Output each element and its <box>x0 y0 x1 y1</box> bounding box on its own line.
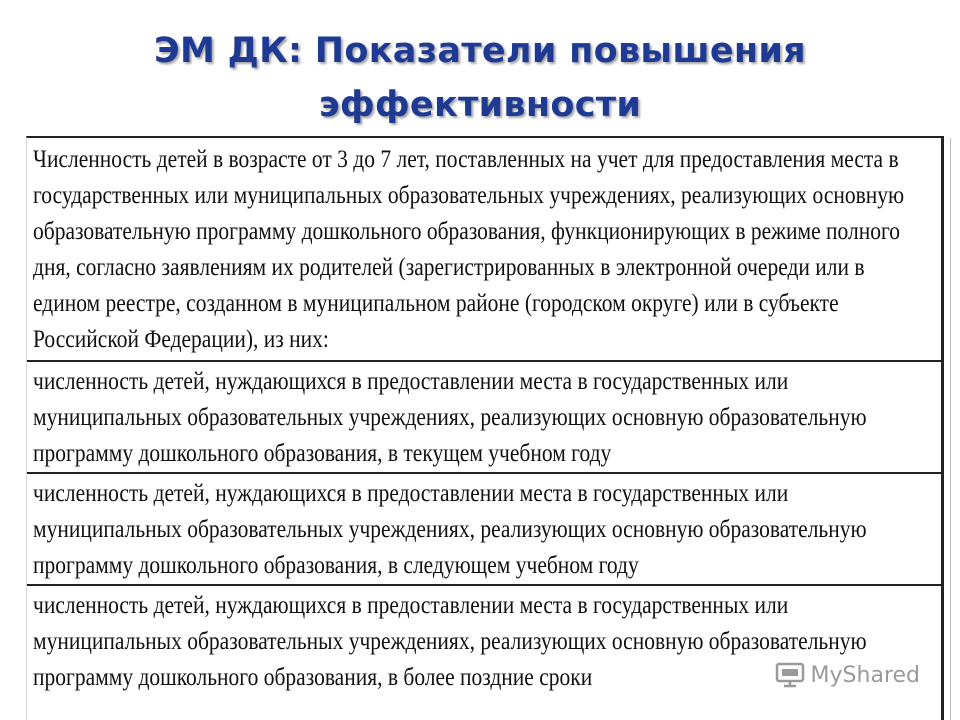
table-row <box>27 362 941 474</box>
row-line: едином реестре, созданном в муниципальном районе (городском округе) или в субъекте <box>33 290 839 317</box>
row-line: численность детей, нуждающихся в предоставлении места в государственных или <box>33 368 789 395</box>
row-line: муниципальных образовательных учреждениях, реализующих основную образовательную <box>33 628 867 655</box>
row-line: программу дошкольного образования, в более поздние сроки <box>33 664 593 691</box>
row-line: численность детей, нуждающихся в предоставлении места в государственных или <box>33 592 789 619</box>
watermark-text: MyShared <box>810 662 920 688</box>
row-text <box>33 474 929 584</box>
row-line: муниципальных образовательных учреждениях, реализующих основную образовательную <box>33 516 867 543</box>
table-edge-line <box>950 138 951 720</box>
row-line: муниципальных образовательных учреждениях, реализующих основную образовательную <box>33 404 867 431</box>
row-line: Численность детей в возрасте от 3 до 7 лет, поставленных на учет для предоставления места в <box>33 146 899 173</box>
row-line: государственных или муниципальных образовательных учреждениях, реализующих основную <box>33 182 905 209</box>
myshared-watermark <box>771 660 924 690</box>
table-row <box>27 586 941 720</box>
table-row <box>27 474 941 586</box>
row-text <box>33 138 929 358</box>
slide-title-line-1: ЭМ ДК: Показатели повышения <box>154 31 806 71</box>
slide-title-line-2: эффективности <box>318 85 642 125</box>
row-line: программу дошкольного образования, в следующем учебном году <box>33 552 639 579</box>
row-line: образовательную программу дошкольного образования, функционирующих в режиме полного <box>33 218 901 245</box>
slide-title <box>40 24 920 132</box>
row-line: численность детей, нуждающихся в предоставлении места в государственных или <box>33 480 789 507</box>
scanned-document-table <box>26 136 944 720</box>
presentation-screen-icon <box>775 662 805 688</box>
row-line: Российской Федерации), из них: <box>33 326 329 353</box>
table-row <box>27 138 941 362</box>
row-line: программу дошкольного образования, в текущем учебном году <box>33 440 612 467</box>
row-text <box>33 362 929 472</box>
row-line: дня, согласно заявлениям их родителей (зарегистрированных в электронной очереди или в <box>33 254 865 281</box>
